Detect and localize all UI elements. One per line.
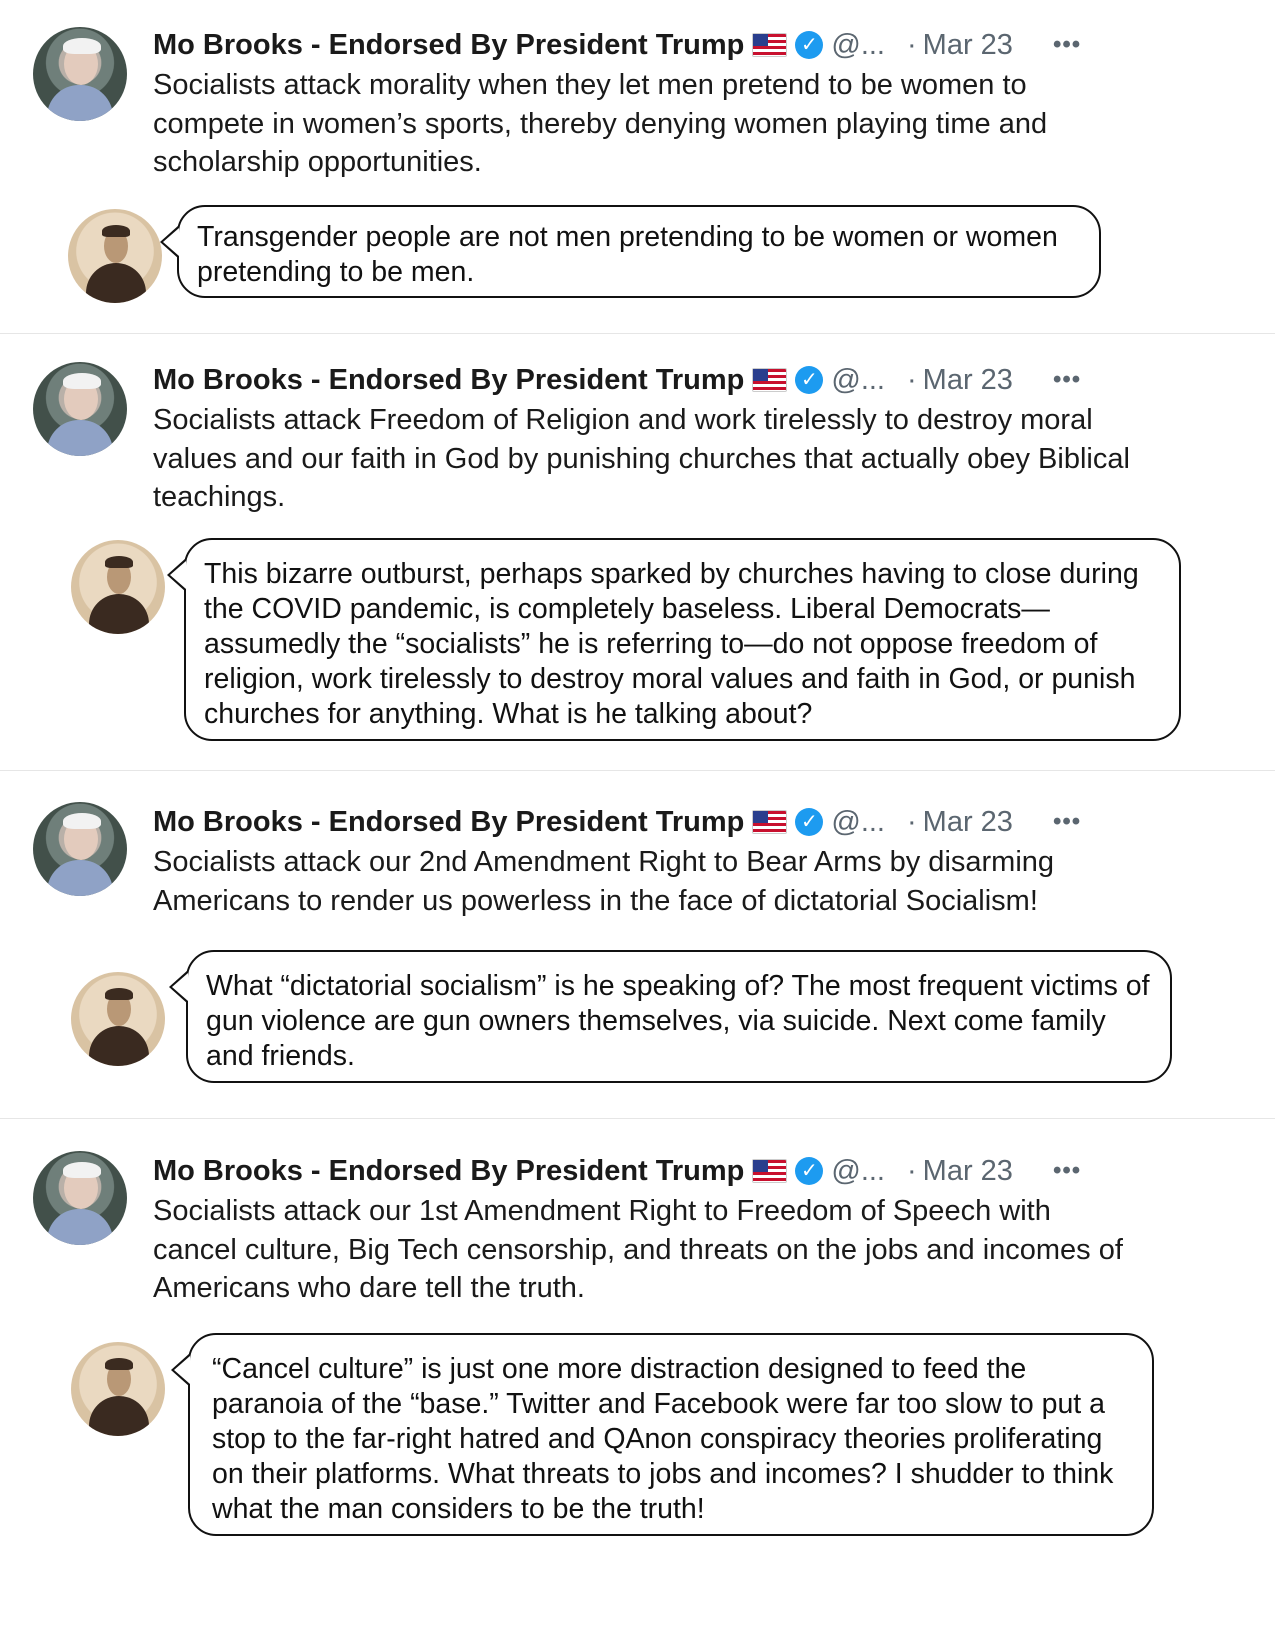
divider — [0, 770, 1275, 771]
author-avatar[interactable] — [33, 27, 127, 121]
author-name[interactable]: Mo Brooks - Endorsed By President Trump — [153, 363, 745, 396]
reply-avatar — [71, 1342, 165, 1436]
more-options-icon[interactable]: ••• — [1052, 1157, 1082, 1184]
author-handle[interactable]: @... — [831, 1154, 885, 1187]
tweet-date[interactable]: Mar 23 — [922, 1154, 1013, 1187]
reply-bubble — [177, 205, 1101, 298]
author-name[interactable]: Mo Brooks - Endorsed By President Trump — [153, 1154, 745, 1187]
separator-dot: · — [907, 363, 917, 396]
separator-dot: · — [907, 805, 917, 838]
author-avatar[interactable] — [33, 362, 127, 456]
bubble-tail — [169, 970, 188, 1004]
reply-text: Transgender people are not men pretending to be women or women pretending to be men. — [197, 221, 1058, 288]
reply-avatar — [71, 540, 165, 634]
reply-text: This bizarre outburst, perhaps sparked by churches having to close during the COVID pandemic, is completely baseless. Liberal Democrats—assumedly the “socialists” he is referring to—do not oppose freedom of religion, work tirelessly to destroy moral values and faith in God, or punish churches for anything. What is he talking about? — [204, 558, 1139, 730]
separator-dot: · — [907, 28, 917, 61]
author-handle[interactable]: @... — [831, 363, 885, 396]
divider — [0, 1118, 1275, 1119]
us-flag-icon — [752, 1159, 787, 1183]
bubble-tail — [167, 558, 186, 592]
reply-bubble — [188, 1333, 1154, 1536]
more-options-icon[interactable]: ••• — [1052, 366, 1082, 393]
author-avatar[interactable] — [33, 1151, 127, 1245]
author-name[interactable]: Mo Brooks - Endorsed By President Trump — [153, 805, 745, 838]
us-flag-icon — [752, 33, 787, 57]
reply-avatar — [68, 209, 162, 303]
bubble-tail — [160, 225, 179, 259]
verified-badge-icon: ✓ — [795, 1157, 823, 1185]
author-avatar[interactable] — [33, 802, 127, 896]
author-handle[interactable]: @... — [831, 28, 885, 61]
reply-avatar — [71, 972, 165, 1066]
us-flag-icon — [752, 810, 787, 834]
tweet-text: Socialists attack our 1st Amendment Right to Freedom of Speech with cancel culture, Big Tech censorship, and threats on the jobs and incomes of Americans who dare tell the truth. — [153, 1195, 1123, 1304]
author-name[interactable]: Mo Brooks - Endorsed By President Trump — [153, 28, 745, 61]
bubble-tail — [171, 1353, 190, 1387]
tweet-text: Socialists attack morality when they let men pretend to be women to compete in women’s sports, thereby denying women playing time and scholarship opportunities. — [153, 69, 1048, 178]
verified-badge-icon: ✓ — [795, 31, 823, 59]
tweet-date[interactable]: Mar 23 — [922, 28, 1013, 61]
tweet-text: Socialists attack our 2nd Amendment Right to Bear Arms by disarming Americans to render us powerless in the face of dictatorial Socialism! — [153, 846, 1055, 917]
tweet-text: Socialists attack Freedom of Religion and work tirelessly to destroy moral values and our faith in God by punishing churches that actually obey Biblical teachings. — [153, 404, 1130, 513]
tweet-date[interactable]: Mar 23 — [922, 363, 1013, 396]
author-handle[interactable]: @... — [831, 805, 885, 838]
more-options-icon[interactable]: ••• — [1052, 808, 1082, 835]
tweet-header — [153, 25, 1081, 65]
reply-bubble — [186, 950, 1172, 1083]
us-flag-icon — [752, 368, 787, 392]
tweet-date[interactable]: Mar 23 — [922, 805, 1013, 838]
tweet-header — [153, 1151, 1081, 1191]
reply-text: “Cancel culture” is just one more distraction designed to feed the paranoia of the “base.” Twitter and Facebook were far too slow to put a stop to the far-right hatred and QAnon conspiracy theories proliferating on their platforms. What threats to jobs and incomes? I shudder to think what the man considers to be the truth! — [212, 1353, 1114, 1525]
divider — [0, 333, 1275, 334]
verified-badge-icon: ✓ — [795, 808, 823, 836]
verified-badge-icon: ✓ — [795, 366, 823, 394]
more-options-icon[interactable]: ••• — [1052, 31, 1082, 58]
reply-bubble — [184, 538, 1181, 741]
tweet-header — [153, 802, 1081, 842]
separator-dot: · — [907, 1154, 917, 1187]
reply-text: What “dictatorial socialism” is he speaking of? The most frequent victims of gun violence are gun owners themselves, via suicide. Next come family and friends. — [206, 970, 1150, 1072]
tweet-header — [153, 360, 1081, 400]
